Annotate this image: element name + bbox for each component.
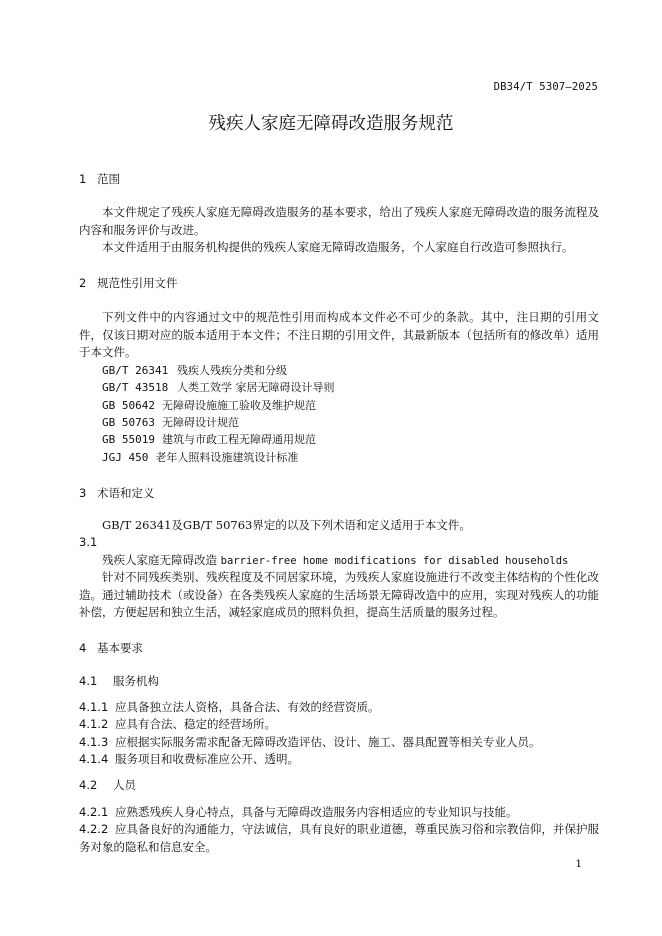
clause-number: 4.2.2 [79, 822, 109, 836]
clause-text: 服务项目和收费标准应公开、透明。 [115, 752, 299, 766]
clause-number: 4.2.1 [79, 805, 109, 819]
clause-text: 应具备良好的沟通能力，守法诚信，具有良好的职业道德，尊重民族习俗和宗教信仰，并保护服务对象的隐私和信息安全。 [79, 822, 599, 854]
reference-item [102, 449, 298, 465]
clause-number: 4.1.2 [79, 717, 109, 731]
clause-item [79, 821, 599, 856]
reference-name: 无障碍设计规范 [161, 416, 239, 429]
reference-code: GB 50642 [102, 399, 155, 412]
clause-number: 4.1.3 [79, 735, 109, 749]
section-1-paragraph-1: 本文件规定了残疾人家庭无障碍改造服务的基本要求，给出了残疾人家庭无障碍改造的服务流程及内容和服务评价与改进。 [79, 205, 599, 237]
section-number: 1 [79, 172, 87, 186]
section-number: 3 [79, 486, 87, 500]
subsection-title: 人员 [113, 778, 136, 792]
reference-code: JGJ 450 [102, 451, 149, 464]
clause-text: 应根据实际服务需求配备无障碍改造评估、设计、施工、器具配置等相关专业人员。 [115, 735, 541, 749]
reference-item [102, 414, 239, 430]
reference-item [102, 362, 287, 378]
term-chinese: 残疾人家庭无障碍改造 [102, 553, 217, 567]
section-3-heading [79, 485, 155, 501]
clause-text: 应具有合法、稳定的经营场所。 [115, 717, 276, 731]
document-title: 残疾人家庭无障碍改造服务规范 [208, 114, 454, 134]
section-1-heading [79, 171, 120, 187]
page-number: 1 [575, 858, 582, 870]
reference-name: 人类工效学 家居无障碍设计导则 [177, 381, 335, 394]
subsection-number: 4.1 [79, 674, 98, 688]
reference-name: 无障碍设施施工验收及维护规范 [161, 399, 316, 412]
section-title: 规范性引用文件 [97, 276, 178, 290]
clause-number: 4.1.1 [79, 700, 109, 714]
section-1-paragraph-2: 本文件适用于由服务机构提供的残疾人家庭无障碍改造服务，个人家庭自行改造可参照执行。 [102, 240, 574, 254]
reference-code: GB 50763 [102, 416, 155, 429]
reference-item [102, 397, 316, 413]
clause-item [79, 804, 518, 820]
reference-code: GB/T 26341 [102, 364, 169, 377]
subsection-title: 服务机构 [113, 674, 159, 688]
reference-item [102, 379, 335, 395]
document-code: DB34/T 5307—2025 [493, 81, 598, 93]
subsection-4-1-heading [79, 673, 159, 689]
reference-code: GB 55019 [102, 433, 155, 446]
clause-text: 应具备独立法人资格，具备合法、有效的经营资质。 [115, 700, 380, 714]
term-number: 3.1 [79, 535, 98, 549]
section-4-heading [79, 640, 143, 656]
term-title [102, 552, 568, 568]
section-title: 术语和定义 [97, 486, 155, 500]
reference-name: 建筑与市政工程无障碍通用规范 [161, 433, 316, 446]
section-2-heading [79, 275, 178, 291]
subsection-4-2-heading [79, 777, 136, 793]
reference-name: 残疾人残疾分类和分级 [177, 364, 287, 377]
reference-item [102, 431, 316, 447]
clause-text: 应熟悉残疾人身心特点，具备与无障碍改造服务内容相适应的专业知识与技能。 [115, 805, 518, 819]
section-number: 2 [79, 276, 87, 290]
clause-item [79, 734, 541, 750]
clause-item [79, 699, 380, 715]
subsection-number: 4.2 [79, 778, 98, 792]
clause-item [79, 751, 299, 767]
clause-number: 4.1.4 [79, 752, 109, 766]
section-title: 范围 [97, 172, 120, 186]
section-title: 基本要求 [97, 641, 143, 655]
section-number: 4 [79, 641, 87, 655]
term-english: barrier-free home modifications for disabled households [220, 555, 569, 567]
clause-item [79, 716, 276, 732]
reference-code: GB/T 43518 [102, 381, 169, 394]
term-definition: 针对不同残疾类别、残疾程度及不同居家环境，为残疾人家庭设施进行不改变主体结构的个性化改造。通过辅助技术（或设备）在各类残疾人家庭的生活场景无障碍改造中的应用，实现对残疾人的功能补偿，方便起居和独立生活，减轻家庭成员的照料负担，提高生活质量的服务过程。 [79, 570, 599, 620]
reference-name: 老年人照料设施建筑设计标准 [155, 451, 299, 464]
section-2-paragraph-1: 下列文件中的内容通过文中的规范性引用而构成本文件必不可少的条款。其中，注日期的引用文件，仅该日期对应的版本适用于本文件；不注日期的引用文件，其最新版本（包括所有的修改单）适用于本文件。 [79, 310, 599, 360]
section-3-paragraph-1: GB/T 26341及GB/T 50763界定的以及下列术语和定义适用于本文件。 [102, 518, 471, 532]
